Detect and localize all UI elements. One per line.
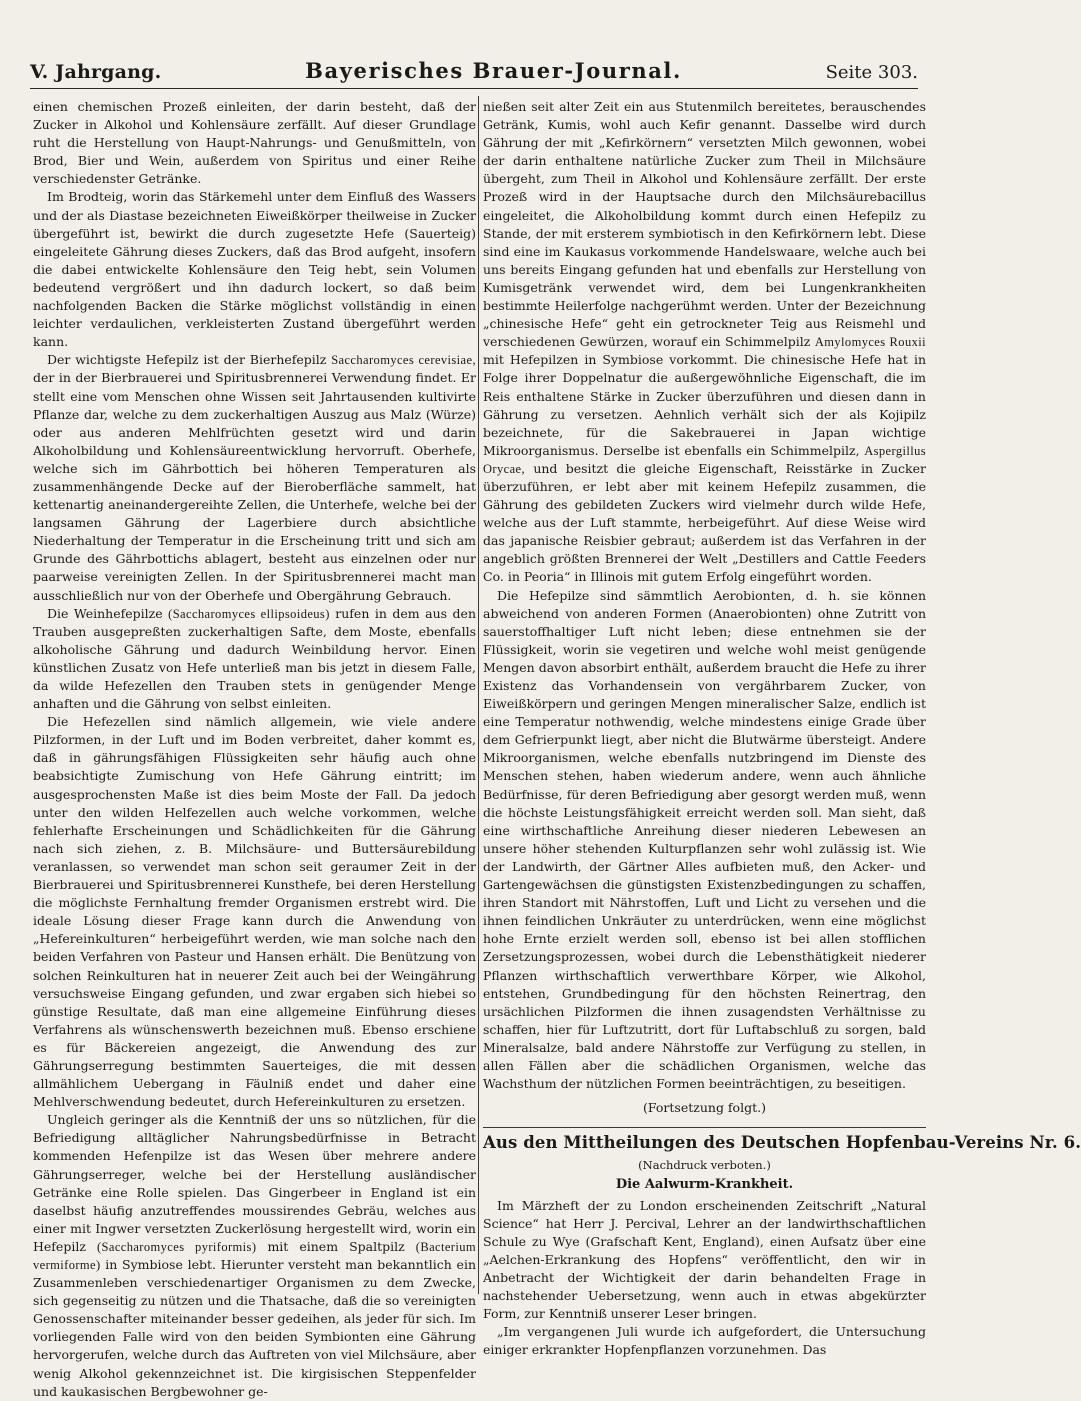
paragraph: einen chemischen Prozeß einleiten, der darin besteht, daß der Zucker in Alkohol und Kohlensäure zerfällt. Auf dieser Grundlage ruht die Herstellung von Haupt-Nahrungs- und Genußmitteln, von Brod, Bier und Wein, außerdem von Spiritus und einer Reihe verschiedenster Getränke. [33,99,476,187]
paragraph: Die Hefezellen sind nämlich allgemein, wie viele andere Pilzformen, in der Luft und im Boden verbreitet, daher kommt es, daß in gährungsfähigen Flüssigkeiten sehr häufig auch ohne beabsichtigte Zumischung von Hefe Gährung eintritt; im ausgesprochensten Maße ist dies beim Moste der Fall. Da jedoch unter den wilden Helfezellen auch welche vorkommen, welche fehlerhafte Erscheinungen und Schädlichkeiten für die Gährung nach sich ziehen, z. B. Milchsäure- und Buttersäurebildung veranlassen, so verwendet man schon seit geraumer Zeit in der Bierbrauerei und Spiritusbrennerei Kunsthefe, bei deren Herstellung die möglichste Fernhaltung fremder Organismen erstrebt wird. Die ideale Lösung dieser Frage kann durch die Anwendung von „Hefereinkulturen“ herbeigeführt werden, wie man solche nach den beiden Verfahren von Pasteur und Hansen erhält. Die Benützung von solchen Reinkulturen hat in neuerer Zeit auch bei der Weingährung versuchsweise Eingang gefunden, und zwar ergaben sich hiebei so günstige Resultate, daß man eine allgemeine Einführung dieses Verfahrens als wünschenswerth bezeichnen muß. Ebenso erschiene es für Bäckereien angezeigt, die Anwendung des zur Gährungserregung bestimmten Sauerteiges, die mit dessen allmählichem Uebergang in Fäulniß endet und daher eine Mehlverschwendung bedeutet, durch Hefereinkulturen zu ersetzen. [33,714,476,1110]
text-run: mit Hefepilzen in Symbiose vorkommt. Die chinesische Hefe hat in Folge ihrer Doppelnatur die außergewöhnliche Eigenschaft, die im Reis enthaltene Stärke in Zucker überzuführen und diesen dann in Gährung zu versetzen. Aehnlich verhält sich der als Kojipilz bezeichnete, für die Sakebrauerei in Japan wichtige Mikroorganismus. Derselbe ist ebenfalls ein Schimmelpilz, [483,352,926,458]
paragraph [33,605,476,714]
running-head [30,58,918,89]
reprint-notice: (Nachdruck verboten.) [638,1158,771,1173]
left-column [33,98,476,1399]
text-run: Die Weinhefepilze [47,605,163,621]
paragraph: Im Märzheft der zu London erscheinenden Zeitschrift „Natural Science“ hat Herr J. Percival, Lehrer an der landwirthschaftlichen Schule zu Wye (Grafschaft Kent, England), einen Aufsatz über eine „Aelchen-Erkrankung des Hopfens“ veröffentlicht, den wir in Anbetracht der Wichtigkeit der darin behandelten Frage in nachstehender Uebersetzung, wenn auch in etwas abgekürzter Form, zur Kenntniß unserer Leser bringen. [483,1197,926,1322]
text-run: Ungleich geringer als die Kenntniß der uns so nützlichen, für die Befriedigung alltäglicher Nahrungsbedürfnisse in Betracht kommenden Hefenpilze ist das Wesen über mehrere andere Gährungserreger, welche bei der Herstellung ausländischer Getränke eine Rolle spielen. Das Gingerbeer in England ist ein daselbst häufig anzutreffendes moussirendes Gebräu, welches aus einer mit Ingwer versetzten Zuckerlösung hergestellt wird, worin ein Hefepilz [33,1112,476,1254]
text-run: in Symbiose lebt. Hierunter versteht man bekanntlich ein Zusammenleben verschiedenartiger Organismen zu dem Zwecke, sich gegenseitig zu nützen und die Thatsache, daß die so vereinigten Genossenschafter miteinander besser gedeihen, als jeder für sich. Im vorliegenden Falle wird von den beiden Symbionten eine Gährung hervorgerufen, welche durch das Auftreten von viel Milchsäure, aber wenig Alkohol gekennzeichnet ist. Die kirgisischen Steppenfelder und kaukasischen Bergbewohner ge- [33,1257,476,1399]
paragraph: Im Brodteig, worin das Stärkemehl unter dem Einfluß des Wassers und der als Diastase bezeichneten Eiweißkörper theilweise in Zucker übergeführt ist, bewirkt die durch zugesetzte Hefe (Sauerteig) eingeleitete Gährung dieses Zuckers, daß das Brod aufgeht, insofern die dabei entwickelte Kohlensäure den Teig hebt, sein Volumen bedeutend vergrößert und ihn dadurch lockert, so daß beim nachfolgenden Backen die Stärke möglichst vollständig in einen leichter verdaulichen, verkleisterten Zustand übergeführt werden kann. [33,189,476,350]
column-divider [478,96,479,1294]
text-run: nießen seit alter Zeit ein aus Stutenmilch bereitetes, berauschendes Getränk, Kumis, wohl auch Kefir genannt. Dasselbe wird durch Gährung der mit „Kefirkörnern“ versetzten Milch gewonnen, wobei der darin enthaltene natürliche Zucker zum Theil in Milchsäure übergeht, zum Theil in Alkohol und Kohlensäure zerfällt. Der erste Prozeß wird in der Hauptsache durch den Milchsäurebacillus eingeleitet, die Alkoholbildung kommt durch einen Hefepilz zu Stande, der mit ersterem symbiotisch in den Kefirkörnern lebt. Diese sind eine im Kaukasus vorkommende Handelswaare, welche auch bei uns bereits Eingang gefunden hat und ebenfalls zur Herstellung von Kumisgetränk verwendet wird, dem bei Lungenkrankheiten bestimmte Heilerfolge nachgerühmt werden. Unter der Bezeichnung „chinesische Hefe“ geht ein getrockneter Teig aus Reismehl und verschiedenen Gewürzen, worauf ein Schimmelpilz [483,99,926,350]
latin-species-name: Aspergillus Orycae, [483,443,926,476]
latin-species-name: (Bacterium vermiforme) [33,1239,476,1272]
text-run: Der wichtigste Hefepilz ist der Bierhefepilz [47,352,327,368]
paragraph [483,98,926,587]
text-run: mit einem Spaltpilz [267,1238,405,1254]
volume-label: V. Jahrgang. [30,61,162,83]
paragraph [33,1111,476,1401]
paragraph: „Im vergangenen Juli wurde ich aufgefordert, die Untersuchung einiger erkrankter Hopfenpflanzen vorzunehmen. Das [483,1324,926,1358]
paragraph: Die Hefepilze sind sämmtlich Aerobionten, d. h. sie können abweichend von anderen Formen (Anaerobionten) ohne Zutritt von sauerstoffhaltiger Luft nicht leben; diese entnehmen sie der Flüssigkeit, worin sie vegetiren und welche wohl meist genügende Mengen davon absorbirt enthält, außerdem braucht die Hefe zu ihrer Existenz das Vorhandensein von vergährbarem Zucker, von Eiweißkörpern und geringen Mengen mineralischer Salze, endlich ist eine Temperatur nothwendig, welche mindestens einige Grade über dem Gefrierpunkt liegt, aber nicht die Blutwärme übersteigt. Andere Mikroorganismen, welche ebenfalls nutzbringend im Dienste des Menschen stehen, haben wiederum andere, wenn auch ähnliche Bedürfnisse, für deren Befriedigung aber gesorgt werden muß, wenn die höchste Leistungsfähigkeit erreicht werden soll. Man sieht, daß eine wirthschaftliche Anreihung dieser niederen Lebewesen an unsere höher stehenden Kulturpflanzen sehr wohl zulässig ist. Wie der Landwirth, der Gärtner Alles aufbieten muß, den Acker- und Gartengewächsen die günstigsten Existenzbedingungen zu schaffen, ihren Standort mit Nährstoffen, Luft und Licht zu versehen und die ihnen feindlichen Unkräuter zu unterdrücken, wenn eine möglichst hohe Ernte erzielt werden soll, ebenso ist bei allen stofflichen Zersetzungsprozessen, wobei durch die Lebensthätigkeit niederer Pflanzen wirthschaftlich verwerthbare Körper, wie Alkohol, entstehen, Grundbedingung für den höchsten Reinertrag, den ursächlichen Pilzformen die ihnen zusagendsten Verhältnisse zu schaffen, hier für Luftzutritt, dort für Luftabschluß zu sorgen, bald Mineralsalze, bald andere Nährstoffe zur Verfügung zu stellen, in allen Fällen aber die schädlichen Organismen, welche das Wachsthum der nützlichen Formen beeinträchtigen, zu beseitigen. [483,587,926,1092]
latin-species-name: Amylomyces Rouxii [814,335,926,350]
page-number: Seite 303. [825,62,918,83]
text-run: der in der Bierbrauerei und Spiritusbrennerei Verwendung findet. Er stellt eine vom Menschen ohne Wissen seit Jahrtausenden kultivirte Pflanze dar, welche zu dem zuckerhaltigen Auszug aus Malz (Würze) oder aus anderen Mehlfrüchten gesetzt wird und darin Alkoholbildung und Kohlensäureentwicklung hervorruft. Oberhefe, welche sich im Gährbottich bei höheren Temperaturen als zusammenhängende Decke auf der Bieroberfläche sammelt, hat kettenartig aneinandergereihte Zellen, die Unterhefe, welche bei der langsamen Gährung der Lagerbiere durch absichtliche Niederhaltung der Temperatur in die Erscheinung tritt und sich am Grunde des Gährbottichs ablagert, besteht aus einzelnen oder nur paarweise vereinigten Zellen. In der Spiritusbrennerei macht man ausschließlich nur von der Oberhefe und Obergährung Gebrauch. [33,370,476,603]
right-column [483,98,1081,1358]
journal-title: Bayerisches Brauer-Journal. [305,58,682,83]
latin-species-name: (Saccharomyces pyriformis) [96,1239,257,1254]
continuation-note: (Fortsetzung folgt.) [643,1100,766,1116]
paragraph [33,351,476,604]
text-run: rufen in dem aus den Trauben ausgepreßten zuckerhaltigen Safte, dem Moste, ebenfalls alkoholische Gährung und dadurch Weinbildung hervor. Einen künstlichen Zusatz von Hefe unterließ man bis jetzt in diesem Falle, da wilde Hefezellen den Trauben stets in genügender Menge anhaften und die Gährung von selbst einleiten. [33,605,476,712]
section-divider [483,1127,926,1128]
latin-species-name: (Saccharomyces ellipsoideus) [168,606,330,621]
text-run: und besitzt die gleiche Eigenschaft, Reisstärke in Zucker überzuführen, er lebt aber mit keinem Hefepilz zusammen, die Gährung des gebildeten Zuckers wird vielmehr durch wilde Hefe, welche aus der Luft stammte, herbeigeführt. Auf diese Weise wird das japanische Reisbier gebraut; außerdem ist das Verfahren in der angeblich größten Brennerei der Welt „Destillers and Cattle Feeders Co. in Peoria“ in Illinois mit gutem Erfolg eingeführt worden. [483,460,926,585]
section-heading: Aus den Mittheilungen des Deutschen Hopfenbau-Vereins Nr. 6. [483,1133,1081,1153]
latin-species-name: Saccharomyces cerevisiae, [331,353,476,368]
article-title: Die Aalwurm-Krankheit. [615,1177,794,1193]
